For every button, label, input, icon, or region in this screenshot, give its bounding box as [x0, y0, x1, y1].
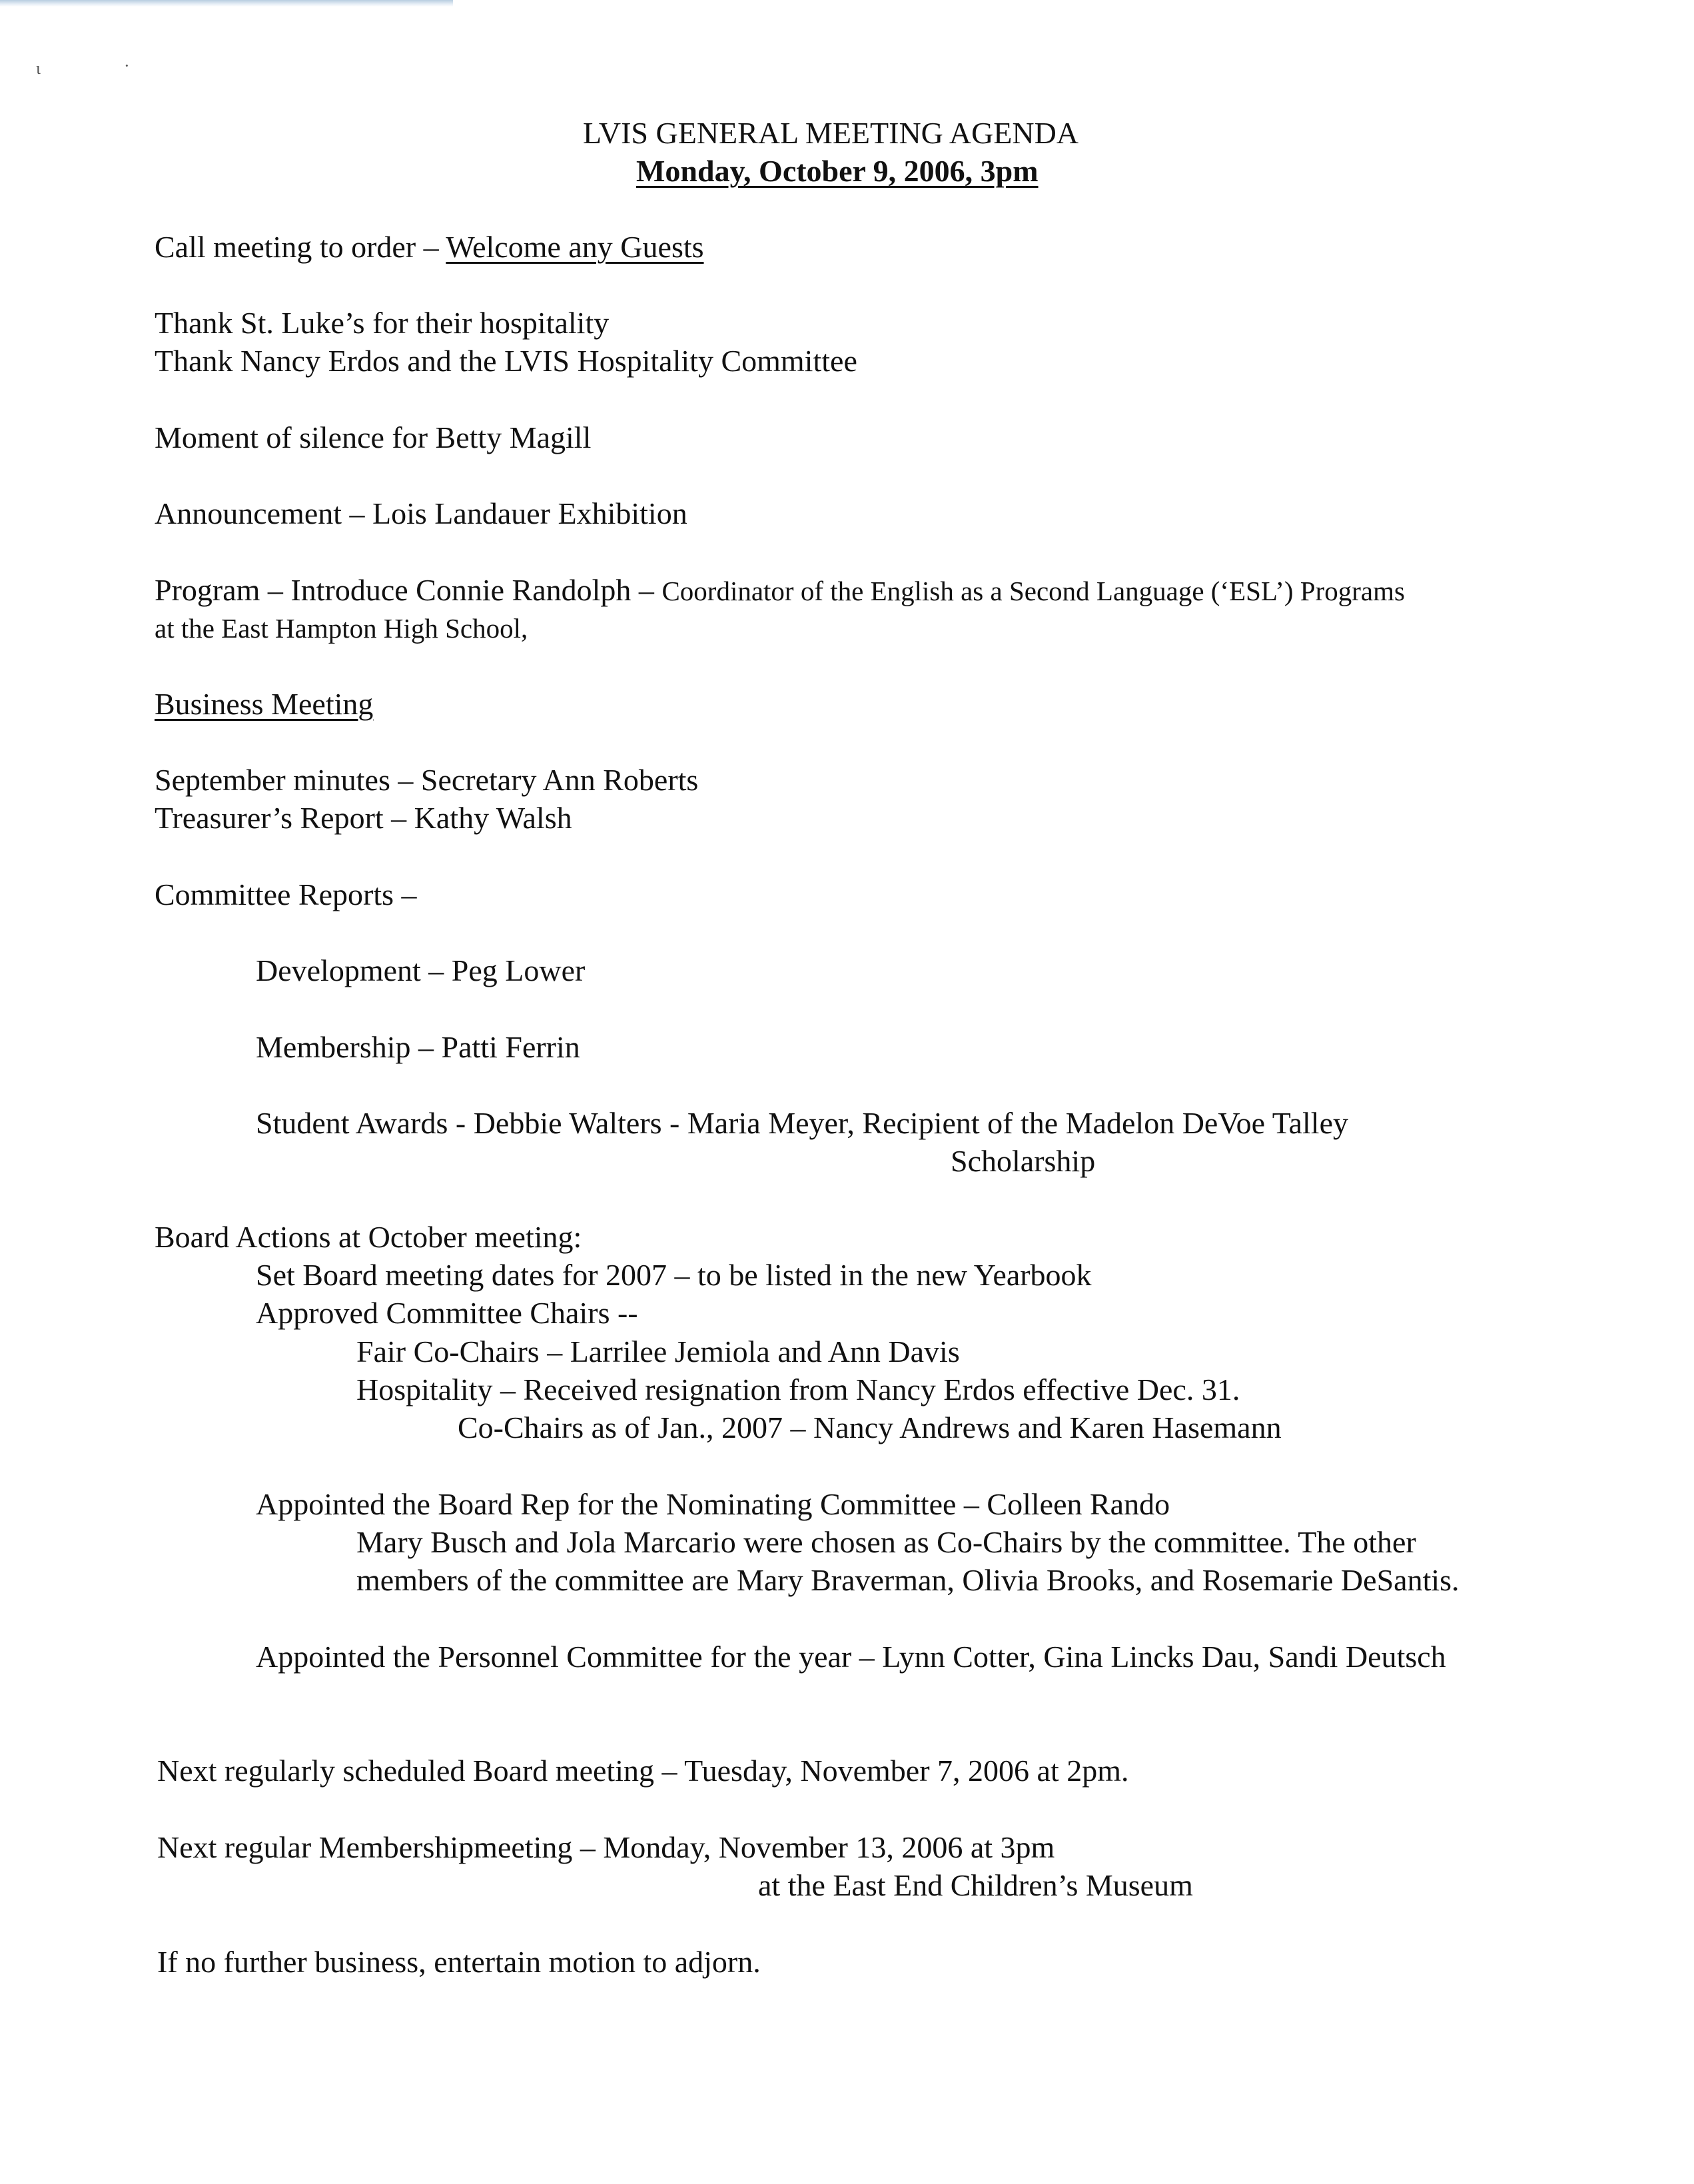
call-to-order [155, 229, 704, 266]
hospitality-cochairs: Co-Chairs as of Jan., 2007 – Nancy Andrews and Karen Hasemann [458, 1410, 1282, 1444]
moment-of-silence: Moment of silence for Betty Magill [155, 420, 592, 454]
student-awards-continuation: Scholarship [951, 1144, 1096, 1178]
september-minutes: September minutes – Secretary Ann Roberts [155, 763, 699, 797]
next-membership-location: at the East End Children’s Museum [758, 1868, 1193, 1902]
nominating-committee-rep: Appointed the Board Rep for the Nominating Committee – Colleen Rando [256, 1487, 1170, 1521]
meeting-date: Monday, October 9, 2006, 3pm [636, 154, 1039, 188]
board-actions-heading: Board Actions at October meeting: [155, 1220, 582, 1254]
program-continuation: at the East Hampton High School, [155, 613, 528, 644]
fair-cochairs: Fair Co-Chairs – Larrilee Jemiola and Ann Davis [356, 1335, 960, 1368]
scan-speck: ɩ [36, 59, 41, 78]
page-title: LVIS GENERAL MEETING AGENDA [583, 116, 1079, 150]
development-report: Development – Peg Lower [256, 953, 586, 987]
approved-committee-chairs: Approved Committee Chairs -- [256, 1296, 638, 1330]
call-to-order-label: Call meeting to order – [155, 230, 446, 264]
business-meeting-heading: Business Meeting [155, 687, 374, 721]
set-board-dates: Set Board meeting dates for 2007 – to be listed in the new Yearbook [256, 1258, 1092, 1292]
next-membership-meeting: Next regular Membershipmeeting – Monday, November 13, 2006 at 3pm [157, 1830, 1055, 1864]
scan-speck: · [124, 56, 130, 75]
program-detail: Coordinator of the English as a Second Language (‘ESL’) Programs [661, 576, 1405, 606]
committee-reports-heading: Committee Reports – [155, 877, 417, 911]
nominating-members: members of the committee are Mary Braverman, Olivia Brooks, and Rosemarie DeSantis. [356, 1563, 1460, 1597]
adjourn-motion: If no further business, entertain motion to adjorn. [157, 1945, 761, 1979]
hospitality-resignation: Hospitality – Received resignation from Nancy Erdos effective Dec. 31. [356, 1372, 1240, 1406]
program-item [155, 572, 1405, 610]
next-board-meeting: Next regularly scheduled Board meeting – Tuesday, November 7, 2006 at 2pm. [157, 1754, 1129, 1788]
thank-st-lukes: Thank St. Luke’s for their hospitality [155, 306, 610, 340]
program-introduction: Program – Introduce Connie Randolph – [155, 573, 662, 607]
thank-nancy-erdos: Thank Nancy Erdos and the LVIS Hospitality Committee [155, 344, 857, 378]
treasurer-report: Treasurer’s Report – Kathy Walsh [155, 801, 572, 835]
nominating-cochairs: Mary Busch and Jola Marcario were chosen as Co-Chairs by the committee. The other [356, 1525, 1416, 1559]
student-awards-report: Student Awards - Debbie Walters - Maria Meyer, Recipient of the Madelon DeVoe Talley [256, 1106, 1349, 1140]
membership-report: Membership – Patti Ferrin [256, 1030, 580, 1064]
personnel-committee: Appointed the Personnel Committee for the year – Lynn Cotter, Gina Lincks Dau, Sandi Deutsch [256, 1640, 1446, 1674]
welcome-guests: Welcome any Guests [446, 230, 704, 264]
announcement: Announcement – Lois Landauer Exhibition [155, 496, 687, 530]
